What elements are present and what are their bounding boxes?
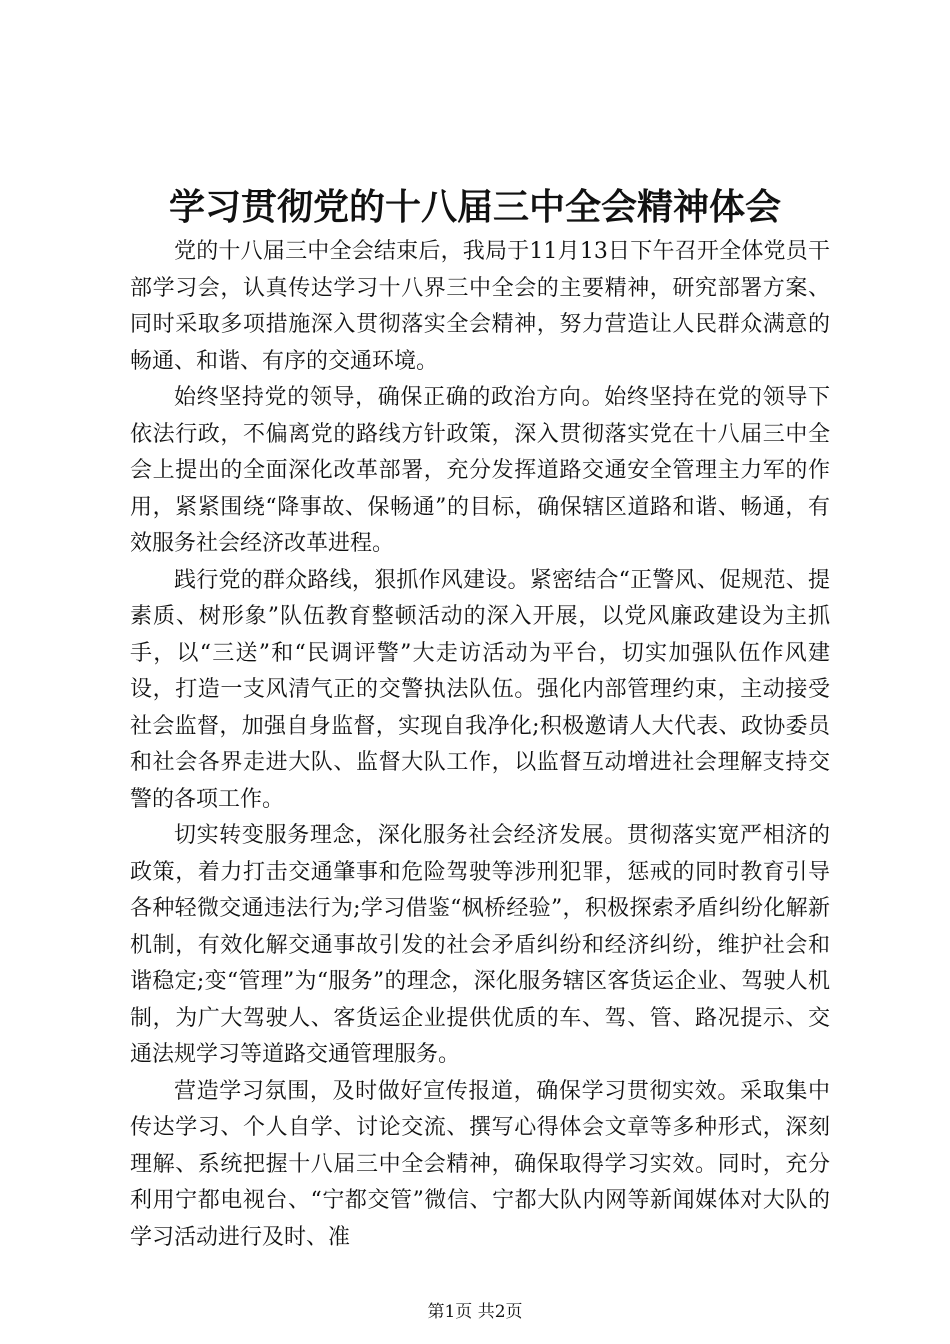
- paragraph-intro: 党的十八届三中全会结束后，我局于11月13日下午召开全体党员干部学习会，认真传达学习十八界三中全会的主要精神，研究部署方案、同时采取多项措施深入贯彻落实全会精神，努力营造让人民群众满意的畅通、和谐、有序的交通环境。: [130, 239, 830, 374]
- paragraph-mass-line: 践行党的群众路线，狠抓作风建设。紧密结合“正警风、促规范、提素质、树形象”队伍教育整顿活动的深入开展，以党风廉政建设为主抓手，以“三送”和“民调评警”大走访活动为平台，切实加强队伍作风建设，打造一支风清气正的交警执法队伍。强化内部管理约束，主动接受社会监督，加强自身监督，实现自我净化;积极邀请人大代表、政协委员和社会各界走进大队、监督大队工作，以监督互动增进社会理解支持交警的各项工作。: [130, 567, 830, 812]
- document-body: [130, 234, 830, 1256]
- document-title: 学习贯彻党的十八届三中全会精神体会: [168, 187, 781, 228]
- paragraph-party-leadership: 始终坚持党的领导，确保正确的政治方向。始终坚持在党的领导下依法行政，不偏离党的路线方针政策，深入贯彻落实党在十八届三中全会上提出的全面深化改革部署，充分发挥道路交通安全管理主力军的作用，紧紧围绕“降事故、保畅通”的目标，确保辖区道路和谐、畅通，有效服务社会经济改革进程。: [130, 385, 830, 556]
- paragraph-study-atmosphere: 营造学习氛围，及时做好宣传报道，确保学习贯彻实效。采取集中传达学习、个人自学、讨论交流、撰写心得体会文章等多种形式，深刻理解、系统把握十八届三中全会精神，确保取得学习实效。同时，充分利用宁都电视台、“宁都交管”微信、宁都大队内网等新闻媒体对大队的学习活动进行及时、准: [130, 1078, 830, 1250]
- page-number-footer: 第1页 共2页: [427, 1302, 523, 1322]
- paragraph-service-concept: 切实转变服务理念，深化服务社会经济发展。贯彻落实宽严相济的政策，着力打击交通肇事和危险驾驶等涉刑犯罪，惩戒的同时教育引导各种轻微交通违法行为;学习借鉴“枫桥经验”，积极探索矛盾纠纷化解新机制，有效化解交通事故引发的社会矛盾纠纷和经济纠纷，维护社会和谐稳定;变“管理”为“服务”的理念，深化服务辖区客货运企业、驾驶人机制，为广大驾驶人、客货运企业提供优质的车、驾、管、路况提示、交通法规学习等道路交通管理服务。: [130, 823, 830, 1067]
